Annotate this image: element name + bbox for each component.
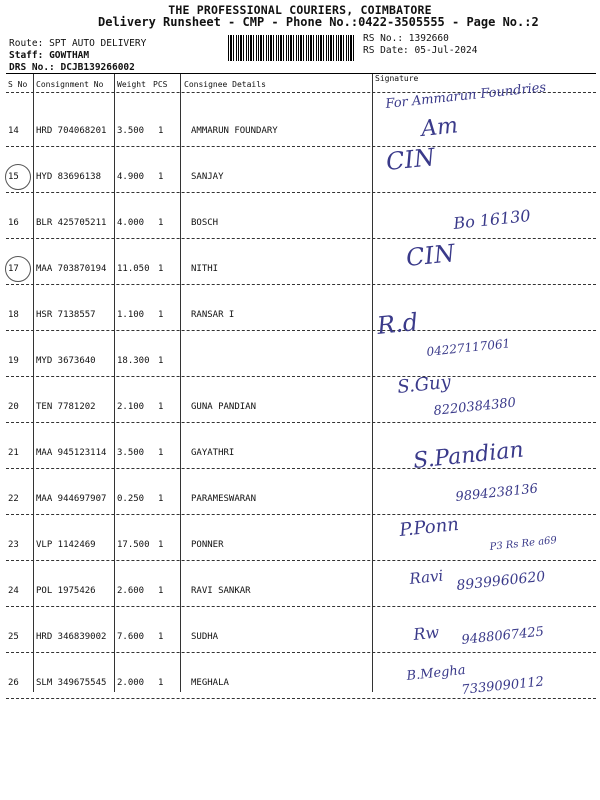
signature-text: 9894238136 (454, 481, 539, 505)
row-consignment-no: MAA 945123114 (36, 448, 107, 458)
signature-text: For Ammarun Foundries (384, 80, 547, 112)
row-weight: 3.500 (117, 126, 145, 136)
row-sno: 14 (8, 126, 19, 136)
signature-text: Am (420, 113, 460, 142)
signature-text: R.d (375, 307, 420, 340)
row-pcs: 1 (158, 402, 164, 412)
row-divider (6, 192, 596, 193)
header-rule (6, 73, 596, 74)
route-line: Route: SPT AUTO DELIVERY (9, 38, 147, 49)
col-header-pcs: PCS (153, 80, 168, 89)
row-consignment-no: POL 1975426 (36, 586, 96, 596)
row-consignee: SANJAY (191, 172, 224, 182)
signature-text: P3 Rs Re a69 (489, 534, 558, 553)
row-weight: 4.000 (117, 218, 145, 228)
row-consignment-no: BLR 425705211 (36, 218, 107, 228)
row-consignment-no: VLP 1142469 (36, 540, 96, 550)
row-weight: 17.500 (117, 540, 150, 550)
handwritten-signature (460, 664, 600, 704)
handwritten-signature (405, 236, 600, 276)
row-sno: 24 (8, 586, 19, 596)
row-consignment-no: HSR 7138557 (36, 310, 96, 320)
row-weight: 1.100 (117, 310, 145, 320)
row-sno: 18 (8, 310, 19, 320)
row-consignee: RAVI SANKAR (191, 586, 251, 596)
row-consignee: GAYATHRI (191, 448, 235, 458)
signature-text: 8939960620 (455, 568, 547, 594)
row-sno: 21 (8, 448, 19, 458)
signature-text: 8220384380 (432, 395, 517, 419)
staff-line: Staff: GOWTHAM (9, 50, 90, 61)
rs-no-line: RS No.: 1392660 (363, 33, 449, 44)
col-divider (33, 74, 34, 692)
row-consignee: NITHI (191, 264, 219, 274)
row-consignment-no: MAA 703870194 (36, 264, 107, 274)
drs-line: DRS No.: DCJB139266002 (9, 62, 135, 73)
row-pcs: 1 (158, 448, 164, 458)
row-weight: 11.050 (117, 264, 150, 274)
row-sno: 26 (8, 678, 19, 688)
col-header-weight: Weight (117, 80, 146, 89)
row-consignment-no: HRD 346839002 (36, 632, 107, 642)
row-pcs: 1 (158, 172, 164, 182)
row-pcs: 1 (158, 678, 164, 688)
row-consignee: PONNER (191, 540, 224, 550)
col-header-consignee: Consignee Details (184, 80, 266, 89)
handwritten-signature (460, 614, 600, 654)
rs-date-line: RS Date: 05-Jul-2024 (363, 45, 478, 56)
handwritten-circle-mark (5, 256, 31, 282)
handwritten-signature (432, 385, 600, 425)
signature-text: S.Guy (396, 371, 452, 398)
row-consignment-no: HRD 704068201 (36, 126, 107, 136)
handwritten-signature (385, 140, 585, 180)
row-sno: 17 (8, 264, 19, 274)
row-sno: 25 (8, 632, 19, 642)
signature-text: Rw (412, 622, 441, 644)
col-divider (180, 74, 181, 692)
signature-text: Ravi (408, 566, 445, 588)
row-consignment-no: TEN 7781202 (36, 402, 96, 412)
signature-text: B.Megha (405, 662, 467, 684)
row-pcs: 1 (158, 586, 164, 596)
row-sno: 20 (8, 402, 19, 412)
row-sno: 19 (8, 356, 19, 366)
row-pcs: 1 (158, 310, 164, 320)
row-weight: 0.250 (117, 494, 145, 504)
row-sno: 22 (8, 494, 19, 504)
row-consignee: RANSAR I (191, 310, 235, 320)
row-pcs: 1 (158, 540, 164, 550)
col-divider (114, 74, 115, 692)
row-weight: 4.900 (117, 172, 145, 182)
runsheet-subtitle: Delivery Runsheet - CMP - Phone No.:0422-3505555 - Page No.:2 (98, 15, 539, 29)
page-title: THE PROFESSIONAL COURIERS, COIMBATORE (168, 3, 432, 17)
col-divider (372, 74, 373, 692)
barcode (228, 35, 356, 61)
signature-text: 7339090112 (460, 674, 545, 698)
signature-text: S.Pandian (412, 437, 525, 474)
row-pcs: 1 (158, 356, 164, 366)
row-consignment-no: HYD 83696138 (36, 172, 102, 182)
row-consignee: BOSCH (191, 218, 219, 228)
row-sno: 23 (8, 540, 19, 550)
row-divider (6, 606, 596, 607)
col-header-consignment: Consignment No (36, 80, 104, 89)
row-weight: 2.100 (117, 402, 145, 412)
handwritten-signature (454, 471, 600, 511)
row-divider (6, 284, 596, 285)
row-sno: 16 (8, 218, 19, 228)
row-weight: 3.500 (117, 448, 145, 458)
row-consignee: MEGHALA (191, 678, 229, 688)
row-weight: 2.000 (117, 678, 145, 688)
row-pcs: 1 (158, 632, 164, 642)
col-header-signature: Signature (375, 74, 419, 83)
handwritten-circle-mark (5, 164, 31, 190)
row-weight: 2.600 (117, 586, 145, 596)
signature-text: 04227117061 (425, 336, 511, 359)
row-consignee: PARAMESWARAN (191, 494, 257, 504)
handwritten-signature (452, 199, 600, 239)
signature-text: CIN (404, 239, 457, 272)
signature-text: P.Ponn (398, 513, 460, 541)
row-consignee: AMMARUN FOUNDARY (191, 126, 278, 136)
signature-text: 9488067425 (460, 624, 545, 648)
row-consignment-no: MYD 3673640 (36, 356, 96, 366)
row-pcs: 1 (158, 494, 164, 504)
row-consignment-no: MAA 944697907 (36, 494, 107, 504)
row-weight: 7.600 (117, 632, 145, 642)
row-consignee: GUNA PANDIAN (191, 402, 257, 412)
row-pcs: 1 (158, 126, 164, 136)
handwritten-signature (425, 326, 600, 366)
row-pcs: 1 (158, 218, 164, 228)
row-consignee: SUDHA (191, 632, 219, 642)
row-sno: 15 (8, 172, 19, 182)
row-consignment-no: SLM 349675545 (36, 678, 107, 688)
signature-text: CIN (384, 143, 437, 176)
handwritten-signature (455, 560, 600, 600)
row-pcs: 1 (158, 264, 164, 274)
signature-text: Bo 16130 (452, 205, 532, 233)
row-weight: 18.300 (117, 356, 150, 366)
col-header-sno: S No (8, 80, 28, 89)
